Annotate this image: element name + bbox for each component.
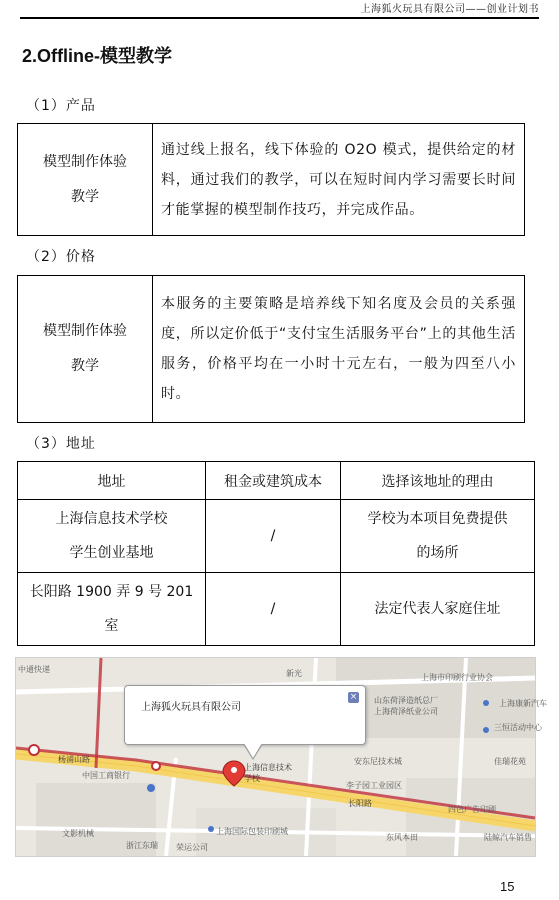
product-label-line1: 模型制作体验: [43, 153, 127, 170]
map-label: 中国工商银行: [82, 771, 130, 780]
product-label: [18, 124, 153, 236]
product-label-line2: 教学: [71, 188, 99, 205]
table-row: [18, 573, 535, 646]
price-description: 本服务的主要策略是培养线下知名度及会员的关系强度，所以定价低于“支付宝生活服务平台”上的其他生活服务，价格平均在一小时十元左右，一般为四至八小时。: [153, 276, 525, 423]
map-label: 山东荷泽造纸总厂: [374, 696, 438, 705]
map-label: 东风本田: [386, 833, 418, 842]
reason-line: 学校为本项目免费提供: [367, 511, 508, 527]
cost-cell: /: [206, 573, 341, 646]
map-label: 上海市印刷行业协会: [421, 673, 493, 682]
map-label: 上海信息技术学校: [244, 763, 292, 783]
price-label-line2: 教学: [71, 358, 99, 374]
address-line: 学生创业基地: [69, 545, 154, 561]
running-header: 上海狐火玩具有限公司——创业计划书: [360, 4, 539, 15]
reason-line: 的场所: [416, 545, 459, 561]
column-header: 租金或建筑成本: [206, 462, 341, 500]
map-label: 上海康新汽车: [499, 699, 547, 708]
map-popup[interactable]: [124, 685, 366, 745]
map-label: 佳瑞花苑: [494, 757, 526, 766]
address-header-row: [18, 462, 535, 500]
close-icon[interactable]: ×: [349, 692, 358, 702]
product-heading: （1）产品: [26, 98, 96, 114]
page-number: 15: [500, 879, 515, 894]
address-line: 室: [104, 618, 119, 634]
location-map[interactable]: [15, 657, 547, 857]
column-header: 选择该地址的理由: [341, 462, 535, 500]
address-table: [17, 461, 535, 646]
map-label: 陆鲸汽车销售: [484, 833, 532, 842]
map-label: 四色广告印刷: [448, 805, 496, 814]
address-line: 上海信息技术学校: [55, 511, 168, 527]
address-cell: [18, 500, 206, 573]
popup-tail: [243, 744, 263, 760]
price-label: [18, 276, 153, 423]
map-label: 浙江东瑞: [126, 841, 158, 850]
address-heading: （3）地址: [26, 436, 96, 452]
section-title: 2.Offline-模型教学: [22, 46, 173, 66]
table-row: [18, 500, 535, 573]
map-label: 上海荷泽纸业公司: [374, 707, 438, 716]
map-label: 李子园工业园区: [346, 781, 402, 790]
map-label: 荣运公司: [176, 843, 208, 852]
price-table: [17, 275, 525, 423]
popup-title: 上海狐火玩具有限公司: [141, 702, 241, 713]
map-label: 文影机械: [62, 829, 94, 838]
cost-cell: /: [206, 500, 341, 573]
product-description: 通过线上报名，线下体验的 O2O 模式，提供给定的材料，通过我们的教学，可以在短时间内学习需要长时间才能掌握的模型制作技巧，并完成作品。: [153, 124, 525, 236]
address-cell: [18, 573, 206, 646]
header-rule: [20, 17, 539, 19]
map-label: 长阳路: [348, 799, 372, 808]
map-label: 三恒活动中心: [494, 723, 542, 732]
reason-cell: 法定代表人家庭住址: [341, 573, 535, 646]
map-label: 安东尼技术城: [354, 757, 402, 766]
map-label: 新光: [286, 669, 302, 678]
address-line: 长阳路 1900 弄 9 号 201: [29, 584, 194, 600]
reason-cell: [341, 500, 535, 573]
column-header: 地址: [18, 462, 206, 500]
product-table: [17, 123, 525, 236]
map-label: 杨浦山路: [58, 755, 90, 764]
price-label-line1: 模型制作体验: [43, 323, 127, 339]
map-label: 上海国际包装印刷城: [216, 827, 288, 836]
price-heading: （2）价格: [26, 249, 96, 265]
map-label: 中通快递: [18, 665, 50, 674]
